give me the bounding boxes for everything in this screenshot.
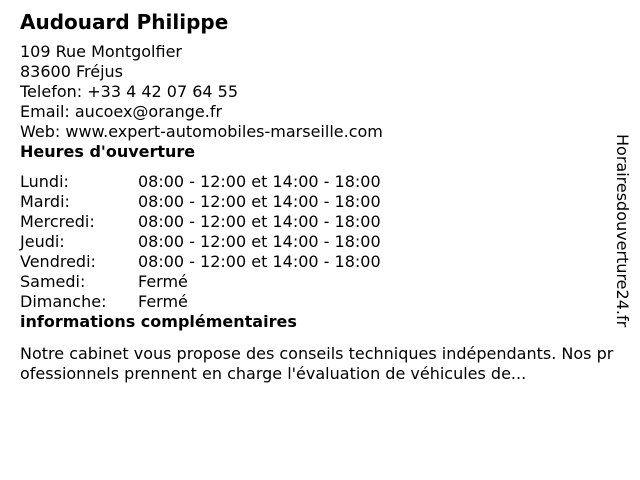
business-name: Audouard Philippe [20, 10, 229, 34]
time-value: 08:00 - 12:00 et 14:00 - 18:00 [138, 232, 381, 251]
phone-number: Telefon: +33 4 42 07 64 55 [20, 82, 239, 101]
email-address: Email: aucoex@orange.fr [20, 102, 223, 121]
info-description: Notre cabinet vous propose des conseils techniques indépendants. Nos professionnels prennent en charge l'évaluation de véhicules de... [20, 344, 614, 383]
time-value: 08:00 - 12:00 et 14:00 - 18:00 [138, 252, 381, 271]
hours-row-tuesday [20, 192, 616, 212]
time-value: Fermé [138, 272, 188, 291]
hours-row-wednesday [20, 212, 616, 232]
day-label: Lundi: [20, 172, 69, 191]
hours-row-saturday [20, 272, 616, 292]
time-value: Fermé [138, 292, 188, 311]
time-value: 08:00 - 12:00 et 14:00 - 18:00 [138, 212, 381, 231]
hours-row-sunday [20, 292, 616, 312]
day-label: Mardi: [20, 192, 70, 211]
info-heading: informations complémentaires [20, 312, 297, 331]
hours-heading: Heures d'ouverture [20, 142, 196, 161]
time-value: 08:00 - 12:00 et 14:00 - 18:00 [138, 192, 381, 211]
contact-block [20, 42, 616, 142]
day-label: Vendredi: [20, 252, 96, 271]
hours-row-monday [20, 172, 616, 192]
day-label: Dimanche: [20, 292, 107, 311]
website: Web: www.expert-automobiles-marseille.com [20, 122, 383, 141]
city-address: 83600 Fréjus [20, 62, 124, 81]
street-address: 109 Rue Montgolfier [20, 42, 182, 61]
hours-row-thursday [20, 232, 616, 252]
business-card [20, 10, 616, 384]
day-label: Jeudi: [20, 232, 65, 251]
day-label: Samedi: [20, 272, 86, 291]
hours-table [20, 172, 616, 312]
hours-row-friday [20, 252, 616, 272]
day-label: Mercredi: [20, 212, 95, 231]
time-value: 08:00 - 12:00 et 14:00 - 18:00 [138, 172, 381, 191]
watermark-text: Horairesdouverture24.fr [613, 134, 632, 328]
